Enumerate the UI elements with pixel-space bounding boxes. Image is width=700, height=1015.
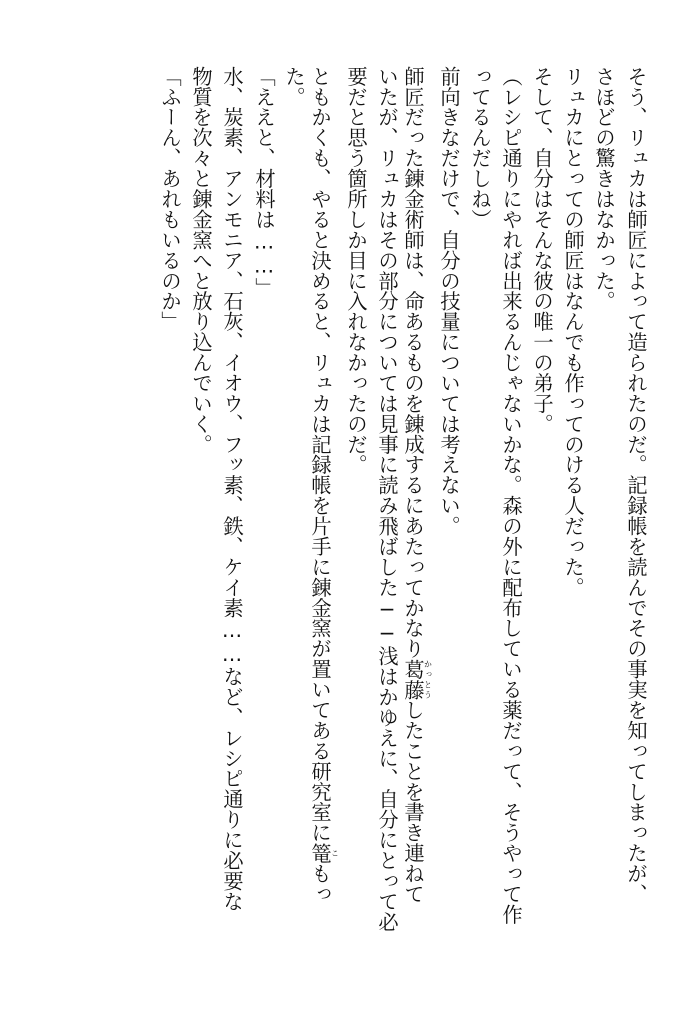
text-line xyxy=(342,66,370,475)
ruby-base: 葛藤 xyxy=(401,658,425,700)
text-line xyxy=(590,66,618,311)
line-text: ともかくも、やると決めると、リュカは記録帳を片手に錬金窯が置いてある研究室に xyxy=(308,66,332,843)
line-text: 水、炭素、アンモニア、石灰、イオウ、フッ素、鉄、ケイ素……など、レシピ通りに必要な xyxy=(220,66,244,912)
line-text: た。 xyxy=(282,66,306,107)
ruby-base: 篭 xyxy=(308,842,332,864)
ruby-kattou xyxy=(401,658,433,700)
text-line xyxy=(497,66,525,924)
text-line xyxy=(218,66,246,911)
text-line xyxy=(622,66,650,904)
line-text: 「ええと、材料は……」 xyxy=(252,66,276,299)
text-line xyxy=(401,66,433,905)
ruby-komo xyxy=(308,842,340,864)
line-text: リュカにとっての師匠はなんでも作ってのける人だった。 xyxy=(561,66,585,598)
line-text: もっ xyxy=(308,863,332,905)
line-text: 前向きなだけで、自分の技量については考えない。 xyxy=(437,66,461,537)
line-text: 要だと思う箇所しか目に入れなかったのだ。 xyxy=(344,66,368,475)
line-text: いたが、リュカはその部分については見事に読み飛ばした──浅はかゆえに、自分にとって必 xyxy=(375,66,399,932)
line-text: そう、リュカは師匠によって造られたのだ。記録帳を読んでその事実を知ってしまったが、 xyxy=(624,66,648,905)
text-line xyxy=(435,66,463,536)
text-line xyxy=(373,66,401,932)
ruby-reading: こ xyxy=(330,842,340,864)
text-line xyxy=(308,66,340,905)
text-line xyxy=(280,66,308,107)
line-text: （レシピ通りにやれば出来るんじゃないかな。森の外に配布している薬だって、そうやって作 xyxy=(499,66,523,925)
line-text: 物質を次々と錬金窯へと放り込んでいく。 xyxy=(189,66,213,455)
line-text: さほどの驚きはなかった。 xyxy=(592,66,616,312)
text-line xyxy=(156,66,184,332)
line-text: 師匠だった錬金術師は、命あるものを錬成するにあたってかなり xyxy=(401,66,425,659)
line-text: ってるんだしね） xyxy=(468,66,492,230)
line-text: したことを書き連ねて xyxy=(401,699,425,905)
line-text: 「ふーん、あれもいるのか」 xyxy=(158,66,182,332)
text-line xyxy=(187,66,215,454)
text-line xyxy=(250,66,278,298)
ruby-reading: かっとう xyxy=(423,658,433,700)
line-text: そして、自分はそんな彼の唯一の弟子。 xyxy=(530,66,554,434)
text-line xyxy=(559,66,587,597)
text-line xyxy=(466,66,494,230)
text-line xyxy=(528,66,556,434)
